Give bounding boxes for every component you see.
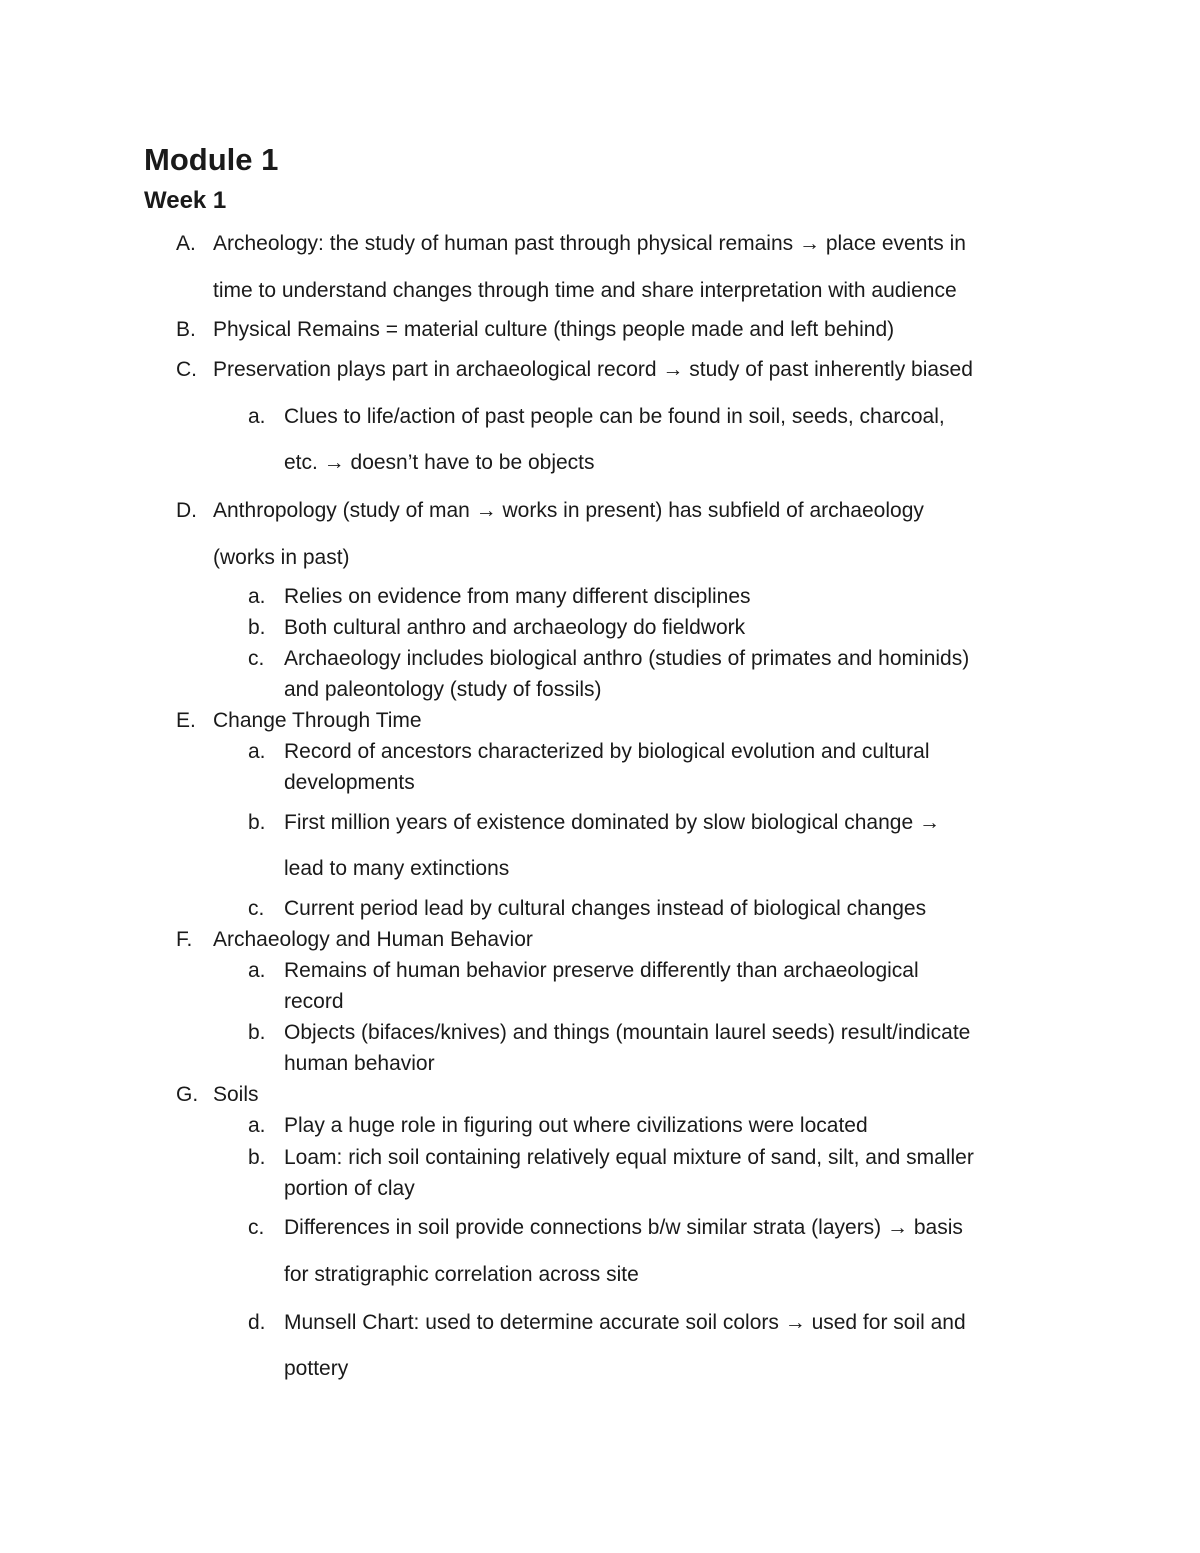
sub-list-marker: b. bbox=[248, 811, 266, 834]
sub-list-item-text: Clues to life/action of past people can be found in soil, seeds, charcoal, bbox=[284, 405, 945, 428]
sub-list-marker: a. bbox=[248, 585, 266, 608]
sub-list-marker: b. bbox=[248, 616, 266, 639]
sub-list-marker: a. bbox=[248, 740, 266, 763]
list-marker: E. bbox=[176, 709, 196, 732]
sub-list-item-text: developments bbox=[284, 771, 415, 794]
list-marker: C. bbox=[176, 358, 197, 381]
sub-list-item-text: Objects (bifaces/knives) and things (mountain laurel seeds) result/indicate bbox=[284, 1021, 971, 1044]
sub-list-item-text: First million years of existence dominated by slow biological change → bbox=[284, 811, 940, 834]
sub-list-item-text: Both cultural anthro and archaeology do fieldwork bbox=[284, 616, 746, 639]
list-item-text: time to understand changes through time and share interpretation with audience bbox=[213, 279, 957, 302]
list-marker: F. bbox=[176, 928, 193, 951]
sub-list-item-text: Differences in soil provide connections b/w similar strata (layers) → basis bbox=[284, 1216, 963, 1239]
list-item-text: Soils bbox=[213, 1083, 259, 1106]
sub-list-item-text: record bbox=[284, 990, 344, 1013]
sub-list-marker: c. bbox=[248, 1216, 265, 1239]
list-marker: D. bbox=[176, 499, 197, 522]
sub-list-item-text: for stratigraphic correlation across site bbox=[284, 1263, 639, 1286]
sub-list-marker: c. bbox=[248, 647, 265, 670]
sub-list-item-text: Loam: rich soil containing relatively equal mixture of sand, silt, and smaller bbox=[284, 1146, 974, 1169]
sub-list-item-text: Remains of human behavior preserve differently than archaeological bbox=[284, 959, 919, 982]
sub-list-marker: a. bbox=[248, 405, 266, 428]
sub-list-marker: d. bbox=[248, 1311, 266, 1334]
page-subtitle: Week 1 bbox=[144, 187, 227, 214]
sub-list-item-text: and paleontology (study of fossils) bbox=[284, 678, 602, 701]
sub-list-item-text: etc. → doesn’t have to be objects bbox=[284, 451, 595, 474]
sub-list-marker: c. bbox=[248, 897, 265, 920]
list-marker: A. bbox=[176, 232, 196, 255]
sub-list-item-text: human behavior bbox=[284, 1052, 435, 1075]
sub-list-item-text: portion of clay bbox=[284, 1177, 415, 1200]
sub-list-marker: a. bbox=[248, 959, 266, 982]
list-item-text: Preservation plays part in archaeological record → study of past inherently biased bbox=[213, 358, 973, 381]
sub-list-item-text: pottery bbox=[284, 1357, 349, 1380]
sub-list-marker: b. bbox=[248, 1146, 266, 1169]
list-item-text: Physical Remains = material culture (things people made and left behind) bbox=[213, 318, 895, 341]
list-marker: G. bbox=[176, 1083, 199, 1106]
list-item-text: (works in past) bbox=[213, 546, 350, 569]
sub-list-item-text: Relies on evidence from many different disciplines bbox=[284, 585, 751, 608]
sub-list-marker: a. bbox=[248, 1114, 266, 1137]
page-title: Module 1 bbox=[144, 142, 279, 177]
list-item-text: Archeology: the study of human past through physical remains → place events in bbox=[213, 232, 966, 255]
sub-list-item-text: Play a huge role in figuring out where civilizations were located bbox=[284, 1114, 868, 1137]
sub-list-item-text: Current period lead by cultural changes instead of biological changes bbox=[284, 897, 927, 920]
sub-list-item-text: Munsell Chart: used to determine accurate soil colors → used for soil and bbox=[284, 1311, 966, 1334]
sub-list-marker: b. bbox=[248, 1021, 266, 1044]
list-item-text: Change Through Time bbox=[213, 709, 422, 732]
sub-list-item-text: Record of ancestors characterized by biological evolution and cultural bbox=[284, 740, 930, 763]
sub-list-item-text: Archaeology includes biological anthro (studies of primates and hominids) bbox=[284, 647, 970, 670]
list-marker: B. bbox=[176, 318, 196, 341]
list-item-text: Archaeology and Human Behavior bbox=[213, 928, 533, 951]
list-item-text: Anthropology (study of man → works in present) has subfield of archaeology bbox=[213, 499, 924, 522]
sub-list-item-text: lead to many extinctions bbox=[284, 857, 510, 880]
